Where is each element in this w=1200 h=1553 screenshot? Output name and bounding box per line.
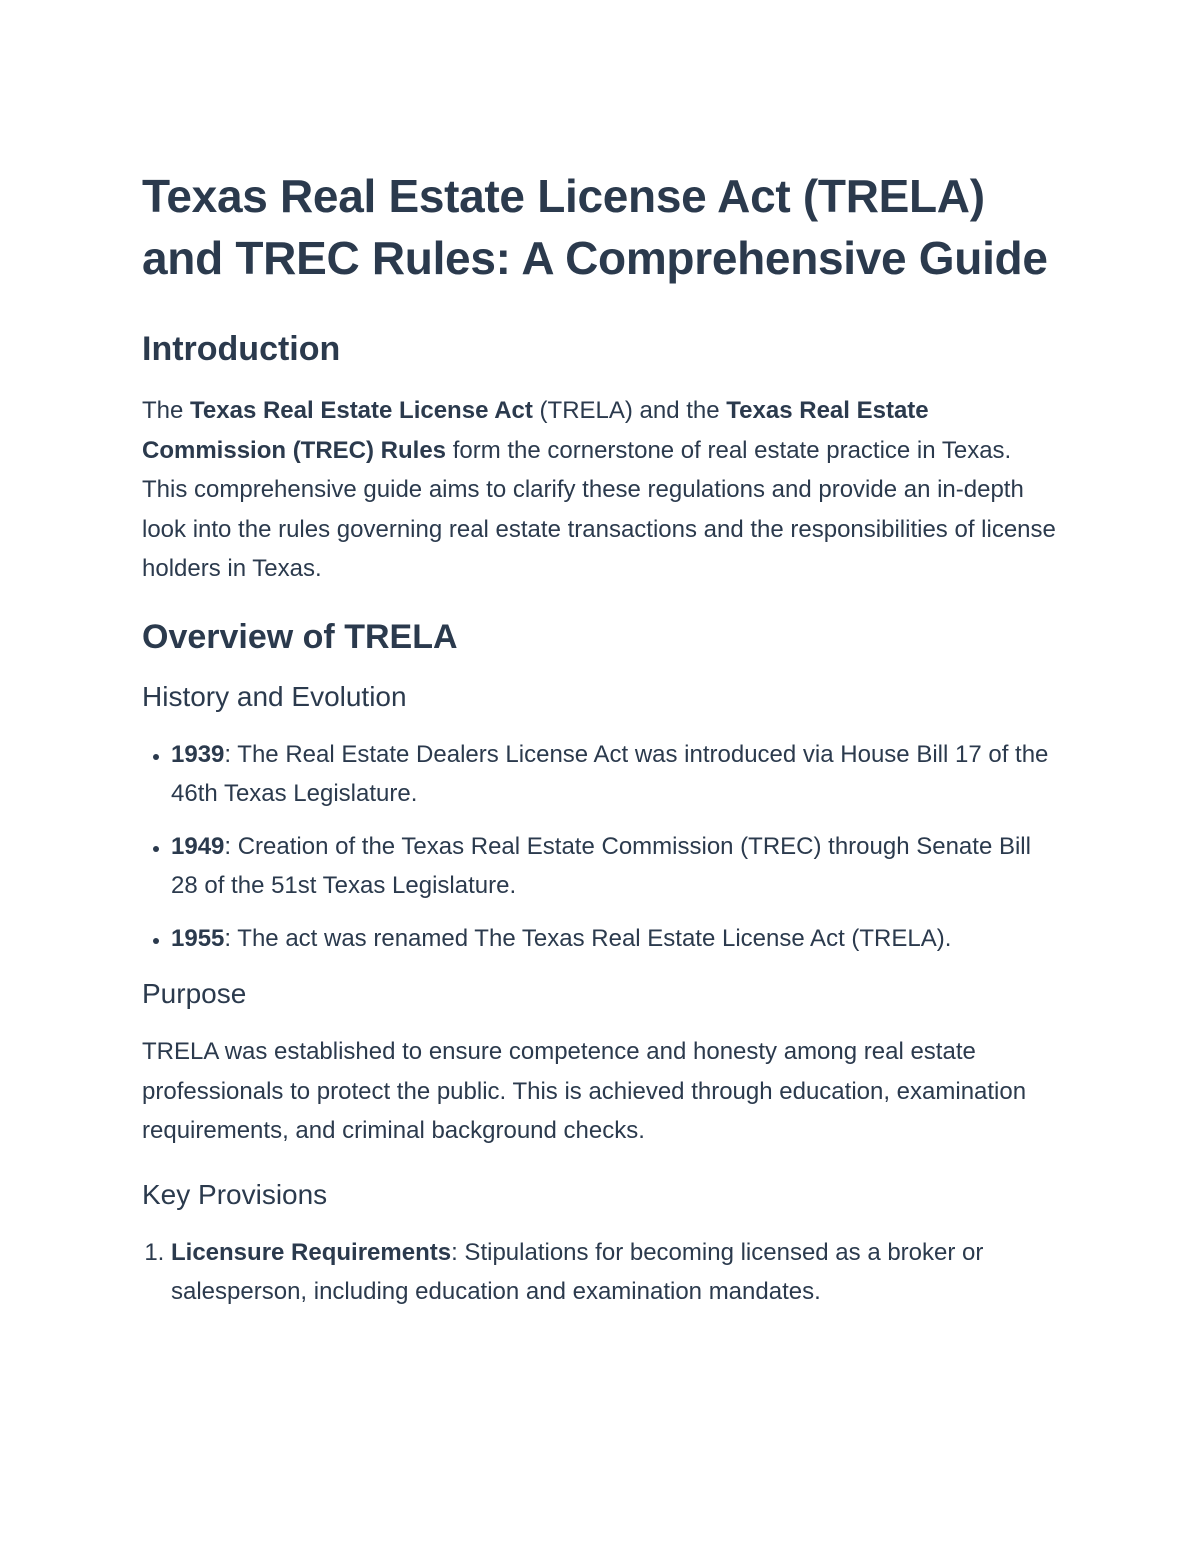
introduction-paragraph: [142, 391, 1062, 589]
list-item: [171, 1233, 1062, 1312]
document-page: [142, 165, 1062, 1330]
provision-label: Licensure Requirements: [171, 1238, 452, 1266]
intro-text-rest: form the cornerstone of real estate practice in Texas. This comprehensive guide aims to clarify these regulations and provide an in-depth look into the rules governing real estate transactions and the responsibilities of license holders in Texas.: [142, 436, 1056, 582]
introduction-section: [142, 327, 1062, 589]
document-title: Texas Real Estate License Act (TRELA) and TREC Rules: A Comprehensive Guide: [142, 170, 1048, 284]
purpose-heading: Purpose: [142, 978, 247, 1009]
history-heading: History and Evolution: [142, 680, 407, 712]
purpose-paragraph: TRELA was established to ensure competence and honesty among real estate professionals to protect the public. This is achieved through education, examination requirements, and criminal background checks.: [142, 1038, 1027, 1144]
history-year: 1939: [171, 740, 225, 768]
overview-section: [142, 615, 1062, 1312]
history-text: : The act was renamed The Texas Real Estate License Act (TRELA).: [224, 924, 952, 952]
key-provisions-heading: Key Provisions: [142, 1178, 328, 1210]
intro-bold-trela: Texas Real Estate License Act: [190, 397, 533, 424]
history-year: 1955: [171, 924, 225, 952]
list-item: [171, 919, 1062, 959]
intro-bold-trec-rules: Texas Real Estate Commission (TREC) Rules: [142, 397, 929, 464]
history-list: [142, 735, 1062, 959]
provision-text: : Stipulations for becoming licensed as a broker or salesperson, including education and examination mandates.: [171, 1238, 984, 1305]
overview-heading: Overview of TRELA: [142, 617, 458, 656]
intro-text-the: The: [142, 397, 191, 424]
history-text: : Creation of the Texas Real Estate Commission (TREC) through Senate Bill 28 of the 51st Texas Legislature.: [171, 832, 1031, 899]
list-item: [171, 735, 1062, 814]
key-provisions-list: [142, 1233, 1062, 1312]
list-item: [171, 827, 1062, 906]
history-text: : The Real Estate Dealers License Act was introduced via House Bill 17 of the 46th Texas Legislature.: [171, 740, 1049, 807]
history-year: 1949: [171, 832, 225, 860]
intro-text-mid: (TRELA) and the: [532, 397, 727, 424]
introduction-heading: Introduction: [142, 330, 341, 368]
